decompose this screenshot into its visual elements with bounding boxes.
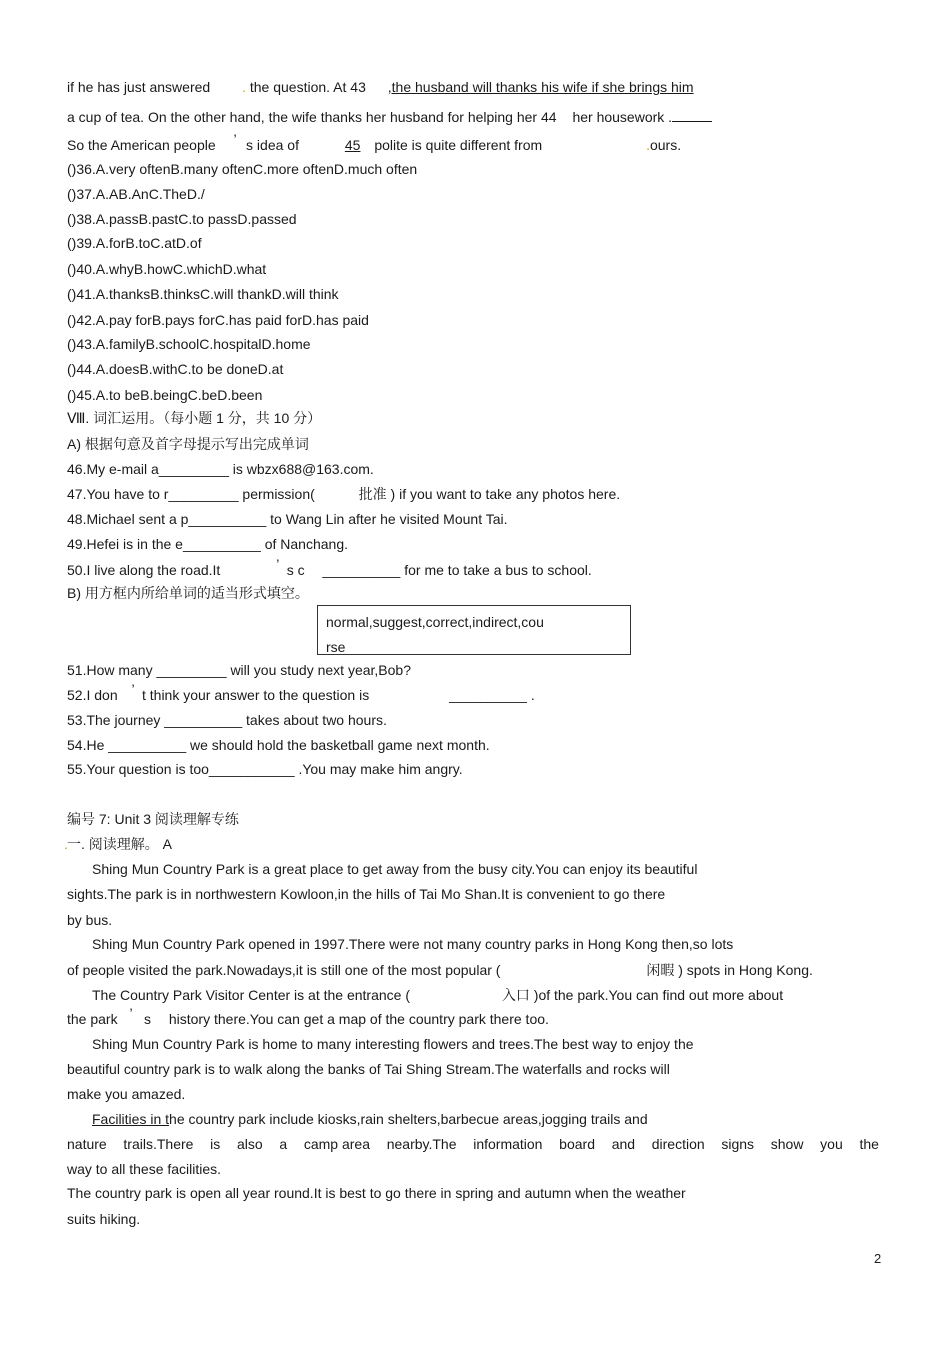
- question-text: 52.I don: [67, 687, 118, 703]
- question-text: 47.You have to r_________ permission(: [67, 486, 315, 502]
- passage-line-3: So the American people ’ s idea of 45 polite is quite different from .ours.: [67, 131, 682, 153]
- paragraph-text: the park: [67, 1011, 118, 1027]
- paragraph-text: The Country Park Visitor Center is at the entrance (: [92, 987, 410, 1003]
- paragraph-4-line-3: make you amazed.: [67, 1086, 186, 1102]
- passage-line-1: if he has just answered . the question. At 43 ,the husband will thanks his wife if she brings him: [67, 79, 694, 95]
- paragraph-5-line-1: [92, 1110, 648, 1128]
- paragraph-2-line-2: [67, 961, 813, 979]
- choice-40: ()40.A.whyB.howC.whichD.what: [67, 261, 267, 277]
- reading-header: 编号 7: Unit 3 阅读理解专练: [67, 811, 239, 827]
- apostrophe: ’: [276, 556, 279, 572]
- question-47: [67, 485, 620, 503]
- choice-37: ()37.A.AB.AnC.TheD./: [67, 186, 205, 202]
- word: trails.There: [123, 1136, 194, 1152]
- question-52: [67, 681, 535, 704]
- vocab-part-b: B) 用方框内所给单词的适当形式填空。: [67, 585, 309, 601]
- question-text: __________ .: [449, 687, 535, 703]
- paragraph-3-line-1: [92, 986, 783, 1004]
- section-title-text: 一. 阅读理解。 A: [67, 836, 173, 852]
- question-text: s c: [286, 562, 305, 578]
- paragraph-2-line-1: Shing Mun Country Park opened in 1997.There were not many country parks in Hong Kong then,so lots: [92, 936, 734, 952]
- paragraph-text: 入口 )of the park.You can find out more about: [501, 987, 784, 1003]
- word: a: [279, 1136, 288, 1152]
- word: the: [859, 1136, 879, 1152]
- passage-text: if he has just answered: [67, 79, 211, 95]
- paragraph-text: he country park include kiosks,rain shelters,barbecue areas,jogging trails and: [169, 1111, 648, 1127]
- word: you: [820, 1136, 843, 1152]
- underlined-phrase: Facilities in t: [92, 1111, 170, 1127]
- passage-text: So the American people: [67, 137, 216, 153]
- word: also: [236, 1136, 263, 1152]
- word: is: [210, 1136, 221, 1152]
- question-46: 46.My e-mail a_________ is wbzx688@163.com.: [67, 461, 374, 477]
- blank-44: [672, 107, 712, 122]
- word-box-line: normal,suggest,correct,indirect,cou: [326, 614, 544, 630]
- reading-section-title: . 一. 阅读理解。 A: [64, 836, 173, 852]
- paragraph-4-line-1: Shing Mun Country Park is home to many interesting flowers and trees.The best way to enjoy the: [92, 1036, 694, 1052]
- passage-text: polite is quite different from: [374, 137, 543, 153]
- blank-45: 45: [344, 137, 361, 153]
- passage-text: the question. At 43: [249, 79, 366, 95]
- passage-text: s idea of: [246, 137, 299, 153]
- question-50: [67, 556, 592, 579]
- word: signs: [721, 1136, 755, 1152]
- word: direction: [651, 1136, 705, 1152]
- passage-text: a cup of tea. On the other hand, the wife thanks her husband for helping her 44: [67, 109, 557, 125]
- word-box-line: rse: [326, 639, 346, 655]
- apostrophe: ’: [233, 131, 237, 147]
- page-number: 2: [874, 1251, 882, 1266]
- word: show: [770, 1136, 804, 1152]
- apostrophe: ’: [129, 1005, 133, 1021]
- word: board: [559, 1136, 595, 1152]
- word-box: [317, 605, 631, 655]
- question-text: 50.I live along the road.It: [67, 562, 221, 578]
- blank-43: ,the husband will thanks his wife if she brings him: [387, 79, 694, 95]
- choice-38: ()38.A.passB.pastC.to passD.passed: [67, 211, 297, 227]
- apostrophe: ’: [131, 681, 135, 697]
- paragraph-text: of people visited the park.Nowadays,it is still one of the most popular (: [67, 962, 501, 978]
- question-text: 批准 ) if you want to take any photos here.: [358, 486, 621, 502]
- choice-41: ()41.A.thanksB.thinksC.will thankD.will think: [67, 286, 339, 302]
- question-51: 51.How many _________ will you study next year,Bob?: [67, 662, 411, 678]
- vocab-part-a: A) 根据句意及首字母提示写出完成单词: [67, 436, 309, 452]
- question-53: 53.The journey __________ takes about two hours.: [67, 712, 387, 728]
- word: nature: [67, 1136, 107, 1152]
- question-text: __________ for me to take a bus to school.: [322, 562, 592, 578]
- paragraph-5-line-3: way to all these facilities.: [67, 1161, 222, 1177]
- paragraph-3-line-2: [67, 1005, 549, 1028]
- paragraph-text: s: [143, 1011, 151, 1027]
- passage-text: her housework .: [572, 109, 673, 125]
- choice-42: ()42.A.pay forB.pays forC.has paid forD.has paid: [67, 312, 369, 328]
- choice-39: ()39.A.forB.toC.atD.of: [67, 235, 202, 251]
- paragraph-5-line-2: [67, 1135, 879, 1153]
- passage-line-2: [67, 107, 712, 126]
- paragraph-6-line-2: suits hiking.: [67, 1211, 141, 1227]
- choice-36: ()36.A.very oftenB.many oftenC.more oftenD.much often: [67, 161, 418, 177]
- paragraph-6-line-1: The country park is open all year round.It is best to go there in spring and autumn when the weather: [67, 1185, 686, 1201]
- paragraph-1-line-2: sights.The park is in northwestern Kowloon,in the hills of Tai Mo Shan.It is convenient to go there: [67, 886, 666, 902]
- word: camp area: [303, 1136, 371, 1152]
- paragraph-text: history there.You can get a map of the country park there too.: [168, 1011, 549, 1027]
- question-48: 48.Michael sent a p__________ to Wang Lin after he visited Mount Tai.: [67, 511, 508, 527]
- vocab-heading: Ⅷ. 词汇运用。（每小题 1 分，共 10 分）: [67, 410, 322, 426]
- paragraph-text: 闲暇 ) spots in Hong Kong.: [646, 962, 813, 978]
- question-49: 49.Hefei is in the e__________ of Nanchang.: [67, 536, 348, 552]
- word: nearby.The: [386, 1136, 457, 1152]
- paragraph-4-line-2: beautiful country park is to walk along the banks of Tai Shing Stream.The waterfalls and rocks will: [67, 1061, 670, 1077]
- question-54: 54.He __________ we should hold the basketball game next month.: [67, 737, 490, 753]
- paragraph-1-line-1: Shing Mun Country Park is a great place to get away from the busy city.You can enjoy its beautiful: [92, 861, 698, 877]
- word: and: [611, 1136, 636, 1152]
- choice-45: ()45.A.to beB.beingC.beD.been: [67, 387, 263, 403]
- choice-43: ()43.A.familyB.schoolC.hospitalD.home: [67, 336, 311, 352]
- choice-44: ()44.A.doesB.withC.to be doneD.at: [67, 361, 284, 377]
- paragraph-1-line-3: by bus.: [67, 912, 113, 928]
- question-text: t think your answer to the question is: [141, 687, 370, 703]
- word: information: [473, 1136, 543, 1152]
- question-55: 55.Your question is too___________ .You may make him angry.: [67, 761, 463, 777]
- passage-text: ours.: [649, 137, 682, 153]
